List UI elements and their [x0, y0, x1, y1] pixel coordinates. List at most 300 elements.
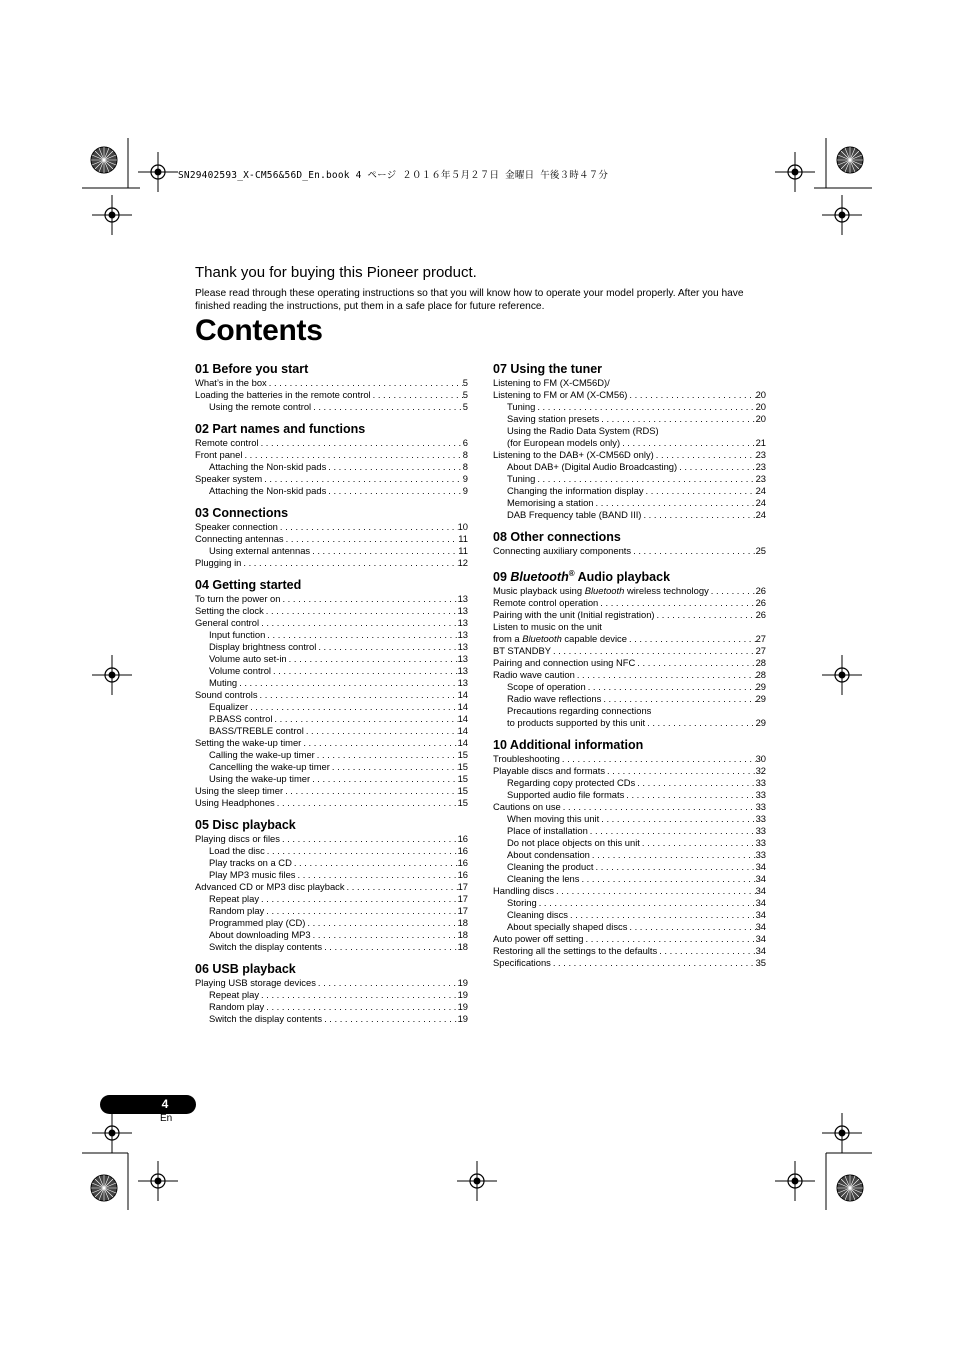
- toc-entry[interactable]: [493, 753, 766, 765]
- toc-entry-title: Volume auto set-in: [209, 653, 287, 664]
- toc-leader-dots: [601, 693, 755, 705]
- toc-leader-dots: [579, 873, 755, 885]
- toc-entry-page: 18: [457, 941, 468, 952]
- toc-entry[interactable]: [195, 881, 468, 893]
- registered-mark: ®: [568, 569, 575, 578]
- toc-leader-dots: [709, 585, 756, 597]
- toc-leader-dots: [264, 1001, 457, 1013]
- toc-entry-title: Using the wake-up timer: [209, 773, 311, 784]
- toc-leader-dots: [262, 473, 463, 485]
- toc-entry[interactable]: [493, 861, 766, 873]
- toc-entry-title: Playable discs and formats: [493, 765, 606, 777]
- toc-entry[interactable]: [493, 693, 766, 705]
- toc-entry-title: Loading the batteries in the remote control: [195, 389, 371, 400]
- toc-leader-dots: [259, 989, 458, 1001]
- toc-entry-title: Troubleshooting: [493, 753, 560, 765]
- toc-entry-title: Music playback using Bluetooth wireless technology: [493, 585, 709, 597]
- toc-entry-page: 25: [755, 545, 766, 556]
- toc-leader-dots: [326, 485, 463, 497]
- toc-entry-title: Attaching the Non-skid pads: [209, 461, 327, 472]
- toc-leader-dots: [627, 633, 756, 645]
- toc-entry[interactable]: [493, 897, 766, 909]
- toc-title-prefix: 09: [493, 570, 511, 585]
- toc-leader-dots: [624, 789, 755, 801]
- toc-entry[interactable]: [195, 449, 468, 461]
- toc-entry[interactable]: [493, 585, 766, 597]
- toc-entry[interactable]: [195, 1013, 468, 1025]
- toc-leader-dots: [627, 389, 755, 401]
- toc-entry-page: 34: [755, 897, 766, 909]
- toc-entry-page: 24: [755, 497, 766, 508]
- toc-entry-title: Advanced CD or MP3 disc playback: [195, 881, 345, 892]
- toc-entry[interactable]: [195, 437, 468, 449]
- toc-entry[interactable]: [493, 413, 766, 425]
- toc-entry-title: Display brightness control: [209, 641, 317, 652]
- toc-entry[interactable]: [493, 885, 766, 897]
- toc-entry-title: Tuning: [507, 473, 536, 484]
- toc-entry[interactable]: [493, 825, 766, 837]
- toc-entry[interactable]: [493, 497, 766, 509]
- toc-leader-dots: [605, 765, 756, 777]
- toc-entry-title: to products supported by this unit: [507, 717, 646, 729]
- toc-entry[interactable]: [195, 617, 468, 629]
- toc-entry-title: About specially shaped discs: [507, 921, 628, 933]
- toc-entry[interactable]: [493, 777, 766, 789]
- toc-entry-page: 34: [755, 921, 766, 933]
- toc-entry-page: 19: [457, 989, 468, 1000]
- toc-entry-page: 13: [457, 605, 468, 616]
- toc-leader-dots: [316, 641, 457, 653]
- toc-entry-title: Calling the wake-up timer: [209, 749, 315, 760]
- toc-section: [493, 566, 766, 729]
- toc-section: [493, 530, 766, 557]
- toc-entry[interactable]: [195, 377, 468, 389]
- toc-entry-title: Cleaning discs: [507, 909, 568, 921]
- toc-entry-page: 24: [755, 509, 766, 520]
- toc-leader-dots: [316, 977, 458, 989]
- toc-leader-dots: [267, 377, 463, 389]
- toc-section: [195, 362, 468, 413]
- toc-entry-title: Listening to the DAB+ (X-CM56D only): [493, 449, 654, 460]
- toc-entry[interactable]: [195, 653, 468, 665]
- toc-section-title: 03 Connections: [195, 506, 289, 520]
- toc-entry[interactable]: [195, 641, 468, 653]
- toc-entry[interactable]: [195, 605, 468, 617]
- toc-entry-page: 34: [755, 909, 766, 921]
- toc-section: [493, 362, 766, 521]
- toc-entry[interactable]: [195, 833, 468, 845]
- toc-section-title: 05 Disc playback: [195, 818, 296, 832]
- toc-leader-dots: [654, 449, 756, 461]
- toc-entry-title: Storing: [507, 897, 537, 909]
- toc-leader-dots: [594, 861, 756, 873]
- toc-leader-dots: [259, 437, 463, 449]
- toc-entry[interactable]: [493, 449, 766, 461]
- toc-entry-page: 19: [457, 1013, 468, 1024]
- toc-leader-dots: [258, 689, 458, 701]
- toc-entry[interactable]: [195, 629, 468, 641]
- toc-leader-dots: [322, 1013, 457, 1025]
- toc-entry-title: Sound controls: [195, 689, 258, 700]
- toc-entry-title: DAB Frequency table (BAND III): [507, 509, 642, 520]
- toc-leader-dots: [264, 905, 457, 917]
- toc-leader-dots: [598, 597, 755, 609]
- toc-leader-dots: [322, 941, 457, 953]
- toc-leader-dots: [594, 497, 756, 509]
- toc-entry-page: 8: [462, 461, 468, 472]
- toc-entry-title: Playing USB storage devices: [195, 977, 316, 988]
- toc-entry[interactable]: [493, 957, 766, 969]
- toc-entry[interactable]: [195, 989, 468, 1001]
- toc-entry[interactable]: [195, 929, 468, 941]
- toc-entry[interactable]: [493, 657, 766, 669]
- toc-entry-title: About condensation: [507, 849, 590, 861]
- toc-entry[interactable]: [195, 521, 468, 533]
- toc-entry[interactable]: [493, 633, 766, 645]
- toc-entry[interactable]: [195, 773, 468, 785]
- bluetooth-italic: Bluetooth: [522, 633, 562, 645]
- toc-entry[interactable]: [493, 717, 766, 729]
- toc-entry[interactable]: [493, 945, 766, 957]
- toc-leader-dots: [292, 857, 458, 869]
- toc-entry-page: 26: [755, 609, 766, 621]
- toc-entry[interactable]: [195, 857, 468, 869]
- toc-entry-page: 34: [755, 945, 766, 957]
- toc-entry-page: 33: [755, 801, 766, 813]
- toc-leader-dots: [635, 657, 755, 669]
- toc-entry[interactable]: [195, 941, 468, 953]
- toc-entry-title: Using the Radio Data System (RDS): [507, 425, 659, 436]
- toc-entry-title: Listen to music on the unit: [493, 621, 602, 633]
- toc-entry-title: BASS/TREBLE control: [209, 725, 304, 736]
- toc-entry-page: 14: [457, 713, 468, 724]
- toc-entry-title: General control: [195, 617, 260, 628]
- toc-entry-page: 28: [755, 669, 766, 681]
- toc-entry[interactable]: [493, 509, 766, 521]
- toc-leader-dots: [287, 653, 458, 665]
- toc-entry-title: Cancelling the wake-up timer: [209, 761, 330, 772]
- toc-entry-page: 34: [755, 885, 766, 897]
- toc-entry[interactable]: [493, 401, 766, 413]
- toc-entry-page: 23: [755, 473, 766, 484]
- toc-entry-title: Radio wave caution: [493, 669, 575, 681]
- toc-entry[interactable]: [493, 909, 766, 921]
- toc-entry[interactable]: [493, 461, 766, 473]
- toc-entry-page: 15: [457, 773, 468, 784]
- toc-leader-dots: [265, 629, 457, 641]
- toc-entry-page: 34: [755, 933, 766, 945]
- toc-entry-title: Repeat play: [209, 893, 260, 904]
- toc-entry-title: Precautions regarding connections: [507, 705, 652, 717]
- toc-section-title: 01 Before you start: [195, 362, 309, 376]
- toc-leader-dots: [535, 401, 755, 413]
- toc-entry[interactable]: [493, 485, 766, 497]
- toc-entry-title: Playing discs or files: [195, 833, 280, 844]
- toc-leader-dots: [304, 725, 458, 737]
- toc-section-title: 10 Additional information: [493, 738, 644, 753]
- toc-leader-dots: [635, 777, 755, 789]
- toc-entry[interactable]: [195, 1001, 468, 1013]
- toc-entry[interactable]: [195, 593, 468, 605]
- toc-entry-page: 19: [457, 1001, 468, 1012]
- toc-entry[interactable]: [493, 545, 766, 557]
- toc-entry-title: (for European models only): [507, 437, 621, 448]
- toc-entry-page: 8: [462, 449, 468, 460]
- toc-leader-dots: [242, 449, 462, 461]
- toc-entry-page: 9: [462, 473, 468, 484]
- toc-entry-title: To turn the power on: [195, 593, 281, 604]
- toc-entry-title: Input function: [209, 629, 266, 640]
- toc-entry-page: 33: [755, 777, 766, 789]
- toc-section: [195, 962, 468, 1025]
- toc-entry-title: Cautions on use: [493, 801, 561, 813]
- toc-entry[interactable]: [195, 905, 468, 917]
- toc-entry[interactable]: [195, 737, 468, 749]
- toc-entry[interactable]: [493, 645, 766, 657]
- toc-entry[interactable]: [493, 789, 766, 801]
- toc-entry-page: 5: [462, 389, 468, 400]
- toc-entry[interactable]: [493, 669, 766, 681]
- toc-leader-dots: [283, 785, 458, 797]
- toc-leader-dots: [326, 461, 463, 473]
- toc-entry[interactable]: [195, 557, 468, 569]
- toc-section-title: 04 Getting started: [195, 578, 302, 592]
- toc-leader-dots: [535, 473, 755, 485]
- toc-entry-page: 15: [457, 797, 468, 808]
- toc-leader-dots: [575, 669, 756, 681]
- toc-section-title: [493, 566, 766, 585]
- toc-entry-page: 11: [458, 533, 468, 544]
- contents-title: Contents: [195, 314, 323, 347]
- toc-entry-title: Regarding copy protected CDs: [507, 777, 636, 789]
- toc-entry-page: 18: [457, 917, 468, 928]
- toc-entry[interactable]: [493, 389, 766, 401]
- toc-entry[interactable]: [493, 921, 766, 933]
- toc-entry-title: Load the disc: [209, 845, 265, 856]
- toc-entry-title: Pairing with the unit (Initial registration): [493, 609, 655, 621]
- toc-section: [195, 422, 468, 497]
- toc-entry[interactable]: [493, 873, 766, 885]
- toc-entry[interactable]: [493, 437, 766, 449]
- toc-section: [493, 738, 766, 969]
- toc-entry-page: 28: [755, 657, 766, 669]
- toc-entry-title: Setting the clock: [195, 605, 264, 616]
- toc-entry-page: 16: [457, 857, 468, 868]
- toc-entry[interactable]: [493, 681, 766, 693]
- toc-leader-dots: [560, 753, 756, 765]
- toc-leader-dots: [284, 533, 459, 545]
- toc-entry-page: 13: [457, 641, 468, 652]
- toc-entry[interactable]: [195, 389, 468, 401]
- toc-leader-dots: [330, 761, 458, 773]
- toc-entry[interactable]: [195, 785, 468, 797]
- toc-entry-title: Scope of operation: [507, 681, 586, 693]
- toc-entry[interactable]: [195, 677, 468, 689]
- toc-entry-title: Place of installation: [507, 825, 588, 837]
- toc-entry-title: Attaching the Non-skid pads: [209, 485, 327, 496]
- toc-leader-dots: [631, 545, 755, 557]
- toc-entry-page: 20: [755, 389, 766, 400]
- toc-entry-title: Plugging in: [195, 557, 242, 568]
- toc-title-italic: Bluetooth: [510, 570, 569, 585]
- toc-entry[interactable]: [493, 813, 766, 825]
- toc-entry[interactable]: [195, 665, 468, 677]
- toc-entry-title: Cleaning the product: [507, 861, 594, 873]
- toc-entry-title: BT STANDBY: [493, 645, 551, 657]
- toc-entry[interactable]: [195, 689, 468, 701]
- toc-leader-dots: [345, 881, 458, 893]
- toc-entry-title: Random play: [209, 905, 265, 916]
- toc-entry-title: Muting: [209, 677, 238, 688]
- toc-entry[interactable]: [195, 977, 468, 989]
- toc-entry-title: Equalizer: [209, 701, 249, 712]
- toc-entry[interactable]: [195, 545, 468, 557]
- toc-entry[interactable]: [195, 485, 468, 497]
- toc-entry-page: 14: [457, 737, 468, 748]
- toc-entry-title: P.BASS control: [209, 713, 273, 724]
- toc-entry[interactable]: [493, 621, 766, 633]
- toc-entry-page: 15: [457, 785, 468, 796]
- toc-entry[interactable]: [195, 893, 468, 905]
- toc-leader-dots: [264, 605, 458, 617]
- toc-entry-page: 15: [457, 761, 468, 772]
- toc-leader-dots: [677, 461, 755, 473]
- toc-entry-page: 14: [457, 689, 468, 700]
- toc-entry[interactable]: [493, 849, 766, 861]
- toc-entry-page: 13: [457, 677, 468, 688]
- toc-entry-title: Programmed play (CD): [209, 917, 306, 928]
- toc-entry-page: 6: [462, 437, 468, 448]
- toc-leader-dots: [259, 617, 457, 629]
- toc-leader-dots: [311, 929, 458, 941]
- toc-entry-page: 13: [457, 593, 468, 604]
- toc-leader-dots: [641, 509, 755, 521]
- toc-entry-page: 10: [457, 521, 468, 532]
- toc-entry[interactable]: [493, 933, 766, 945]
- toc-entry-title: Switch the display contents: [209, 1013, 323, 1024]
- toc-leader-dots: [271, 665, 458, 677]
- toc-entry[interactable]: [493, 597, 766, 609]
- toc-leader-dots: [280, 833, 458, 845]
- toc-entry[interactable]: [195, 473, 468, 485]
- toc-entry[interactable]: [493, 425, 766, 437]
- toc-leader-dots: [259, 893, 458, 905]
- toc-entry-title: Using Headphones: [195, 797, 275, 808]
- toc-entry-title: Do not place objects on this unit: [507, 837, 640, 849]
- toc-leader-dots: [640, 837, 756, 849]
- toc-entry-page: 33: [755, 849, 766, 861]
- toc-entry[interactable]: [493, 609, 766, 621]
- toc-entry-title: Radio wave reflections: [507, 693, 602, 705]
- toc-entry-title: Tuning: [507, 401, 536, 412]
- toc-entry-title: Connecting antennas: [195, 533, 284, 544]
- toc-entry-page: 12: [457, 557, 468, 568]
- toc-entry-page: 33: [755, 825, 766, 837]
- toc-entry-page: 23: [755, 461, 766, 472]
- toc-leader-dots: [599, 413, 755, 425]
- toc-leader-dots: [551, 645, 756, 657]
- toc-leader-dots: [248, 701, 457, 713]
- toc-entry-title: About downloading MP3: [209, 929, 311, 940]
- toc-entry-title: Changing the information display: [507, 485, 644, 496]
- toc-entry-page: 19: [457, 977, 468, 988]
- toc-entry-page: 20: [755, 401, 766, 412]
- toc-entry-title: Using the sleep timer: [195, 785, 284, 796]
- toc-leader-dots: [280, 593, 457, 605]
- toc-entry-page: 17: [457, 893, 468, 904]
- toc-section: [195, 818, 468, 953]
- toc-entry[interactable]: [195, 401, 468, 413]
- toc-entry-title: Supported audio file formats: [507, 789, 625, 801]
- toc-entry[interactable]: [195, 713, 468, 725]
- toc-entry-title: Random play: [209, 1001, 265, 1012]
- toc-leader-dots: [627, 921, 755, 933]
- toc-leader-dots: [371, 389, 463, 401]
- toc-entry[interactable]: [195, 749, 468, 761]
- toc-entry[interactable]: [195, 917, 468, 929]
- toc-entry[interactable]: [493, 765, 766, 777]
- toc-leader-dots: [554, 885, 756, 897]
- toc-entry-page: 33: [755, 813, 766, 825]
- toc-entry[interactable]: [493, 377, 766, 389]
- toc-entry-title: Pairing and connection using NFC: [493, 657, 636, 669]
- toc-entry[interactable]: [195, 533, 468, 545]
- toc-entry[interactable]: [195, 461, 468, 473]
- toc-entry-title: Cleaning the lens: [507, 873, 580, 885]
- toc-entry-page: 26: [755, 585, 766, 597]
- toc-leader-dots: [275, 797, 458, 809]
- toc-entry-title: from a Bluetooth capable device: [493, 633, 627, 645]
- toc-entry-title: Handling discs: [493, 885, 554, 897]
- contents-column-left: [195, 362, 468, 1034]
- toc-entry[interactable]: [493, 473, 766, 485]
- toc-entry[interactable]: [195, 761, 468, 773]
- toc-entry[interactable]: [195, 845, 468, 857]
- toc-entry-title: Speaker connection: [195, 521, 278, 532]
- toc-leader-dots: [241, 557, 457, 569]
- toc-entry-page: 14: [457, 725, 468, 736]
- toc-leader-dots: [586, 681, 756, 693]
- toc-entry[interactable]: [195, 701, 468, 713]
- toc-entry[interactable]: [493, 837, 766, 849]
- toc-entry-page: 13: [457, 629, 468, 640]
- toc-entry-page: 17: [457, 905, 468, 916]
- toc-entry-title: Listening to FM (X-CM56D)/: [493, 377, 610, 388]
- toc-leader-dots: [315, 749, 458, 761]
- toc-entry-page: 16: [457, 845, 468, 856]
- toc-entry-page: 26: [755, 597, 766, 609]
- toc-entry-title: Auto power off setting: [493, 933, 584, 945]
- toc-entry-page: 17: [457, 881, 468, 892]
- toc-entry[interactable]: [195, 725, 468, 737]
- toc-entry-title: Using the remote control: [209, 401, 312, 412]
- toc-leader-dots: [305, 917, 457, 929]
- toc-entry-title: Listening to FM or AM (X-CM56): [493, 389, 628, 400]
- toc-leader-dots: [644, 485, 756, 497]
- toc-leader-dots: [310, 545, 458, 557]
- toc-entry[interactable]: [493, 801, 766, 813]
- bluetooth-italic: Bluetooth: [584, 585, 625, 597]
- book-file-header: SN29402593_X-CM56&56D_En.book 4 ページ ２０１６年５月２７日 金曜日 午後３時４７分: [178, 170, 609, 181]
- toc-entry[interactable]: [195, 869, 468, 881]
- toc-entry[interactable]: [493, 705, 766, 717]
- toc-entry-page: 18: [457, 929, 468, 940]
- toc-entry-page: 29: [755, 681, 766, 693]
- toc-entry[interactable]: [195, 797, 468, 809]
- toc-entry-page: 34: [755, 873, 766, 885]
- toc-entry-title: Switch the display contents: [209, 941, 323, 952]
- toc-section: [195, 578, 468, 809]
